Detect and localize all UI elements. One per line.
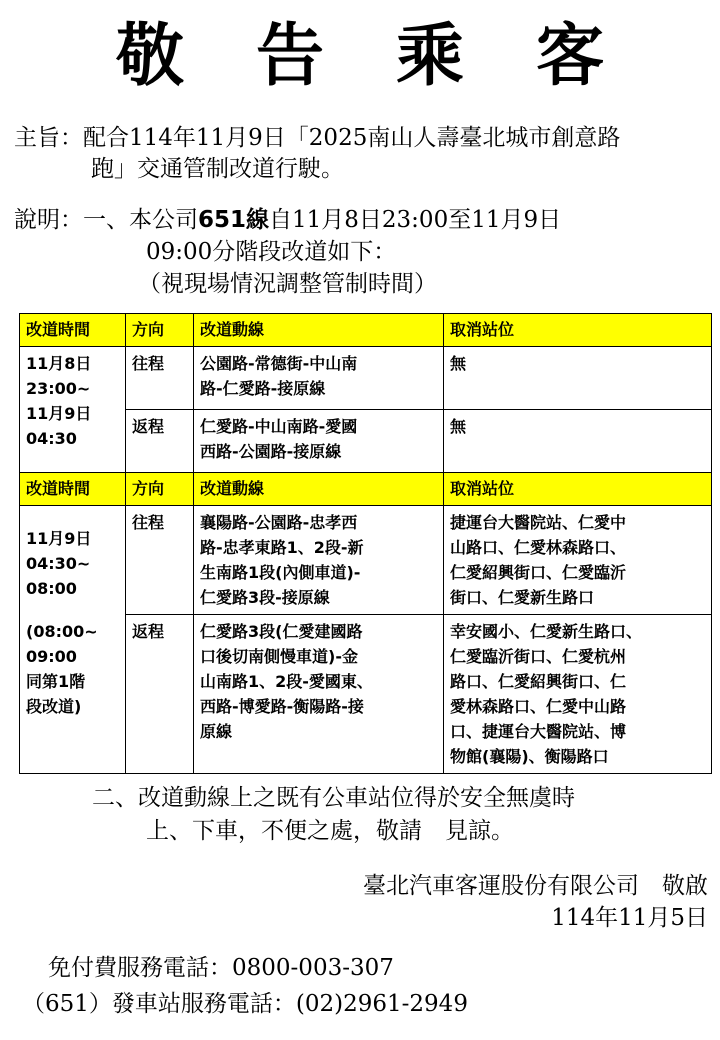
phase2-inbound-stops: 幸安國小、仁愛新生路口、 仁愛臨沂街口、仁愛杭州 路口、仁愛紹興街口、仁 愛林森路口、仁愛中山路 口、捷運台大醫院站、博 物館(襄陽)、衡陽路口 [444, 615, 712, 774]
notice-date: 114年11月5日 [551, 905, 708, 931]
subject-line-1 [14, 122, 620, 154]
explanation-line-3: （視現場情況調整管制時間） [138, 271, 437, 297]
phase2-inbound-direction: 返程 [126, 615, 194, 774]
phase2-outbound-direction: 往程 [126, 506, 194, 615]
phase1-inbound-stops: 無 [444, 410, 712, 473]
toll-free-phone: 免付費服務電話：0800-003-307 [48, 955, 394, 981]
header-direction: 方向 [126, 473, 194, 506]
subject-label: 主旨： [14, 125, 83, 151]
header-cancelled-stops: 取消站位 [444, 314, 712, 347]
phase1-inbound-route: 仁愛路-中山南路-愛國 西路-公園路-接原線 [194, 410, 444, 473]
subject-line-2: 跑」交通管制改道行駛。 [91, 156, 344, 182]
company-signature: 臺北汽車客運股份有限公司 敬啟 [363, 873, 708, 899]
phase2-time: 11月9日 04:30~ 08:00 (08:00~ 09:00 同第1階 段改道) [20, 506, 126, 774]
station-phone: （651）發車站服務電話：(02)2961-2949 [22, 991, 468, 1017]
header-time: 改道時間 [20, 473, 126, 506]
table-header-row [20, 314, 712, 347]
notice-title [0, 12, 720, 102]
explanation-item1-prefix: 一、本公司 [83, 207, 198, 233]
header-route: 改道動線 [194, 314, 444, 347]
subject-text-1: 配合114年11月9日「2025南山人壽臺北城市創意路 [83, 125, 621, 151]
table-row [20, 506, 712, 615]
explanation-item1-suffix: 自11月8日23:00至11月9日 [269, 207, 562, 233]
title-char: 乘 [396, 17, 465, 96]
phase1-time: 11月8日 23:00~ 11月9日 04:30 [20, 347, 126, 473]
explanation-label: 說明： [14, 207, 83, 233]
explanation-item2-line-1: 二、改道動線上之既有公車站位得於安全無虞時 [92, 785, 575, 811]
table-row [20, 347, 712, 410]
detour-table [19, 313, 712, 774]
title-char: 敬 [115, 17, 184, 96]
header-direction: 方向 [126, 314, 194, 347]
title-char: 告 [255, 17, 324, 96]
explanation-line-1 [14, 204, 561, 236]
phase1-outbound-route: 公園路-常德街-中山南 路-仁愛路-接原線 [194, 347, 444, 410]
header-time: 改道時間 [20, 314, 126, 347]
phase2-outbound-stops: 捷運台大醫院站、仁愛中 山路口、仁愛林森路口、 仁愛紹興街口、仁愛臨沂 街口、仁愛新生路口 [444, 506, 712, 615]
route-number: 651線 [198, 207, 270, 233]
phase2-inbound-route: 仁愛路3段(仁愛建國路 口後切南側慢車道)-金 山南路1、2段-愛國東、 西路-博愛路-衡陽路-接 原線 [194, 615, 444, 774]
phase1-inbound-direction: 返程 [126, 410, 194, 473]
phase2-outbound-route: 襄陽路-公園路-忠孝西 路-忠孝東路1、2段-新 生南路1段(內側車道)- 仁愛路3段-接原線 [194, 506, 444, 615]
header-cancelled-stops: 取消站位 [444, 473, 712, 506]
title-char: 客 [536, 17, 605, 96]
phase2-note: (08:00~ 09:00 同第1階 段改道) [26, 622, 98, 716]
explanation-item2-line-2: 上、下車，不便之處，敬請 見諒。 [146, 818, 514, 844]
phase1-outbound-stops: 無 [444, 347, 712, 410]
table-header-row [20, 473, 712, 506]
header-route: 改道動線 [194, 473, 444, 506]
phase1-outbound-direction: 往程 [126, 347, 194, 410]
explanation-line-2: 09:00分階段改道如下： [146, 239, 397, 265]
